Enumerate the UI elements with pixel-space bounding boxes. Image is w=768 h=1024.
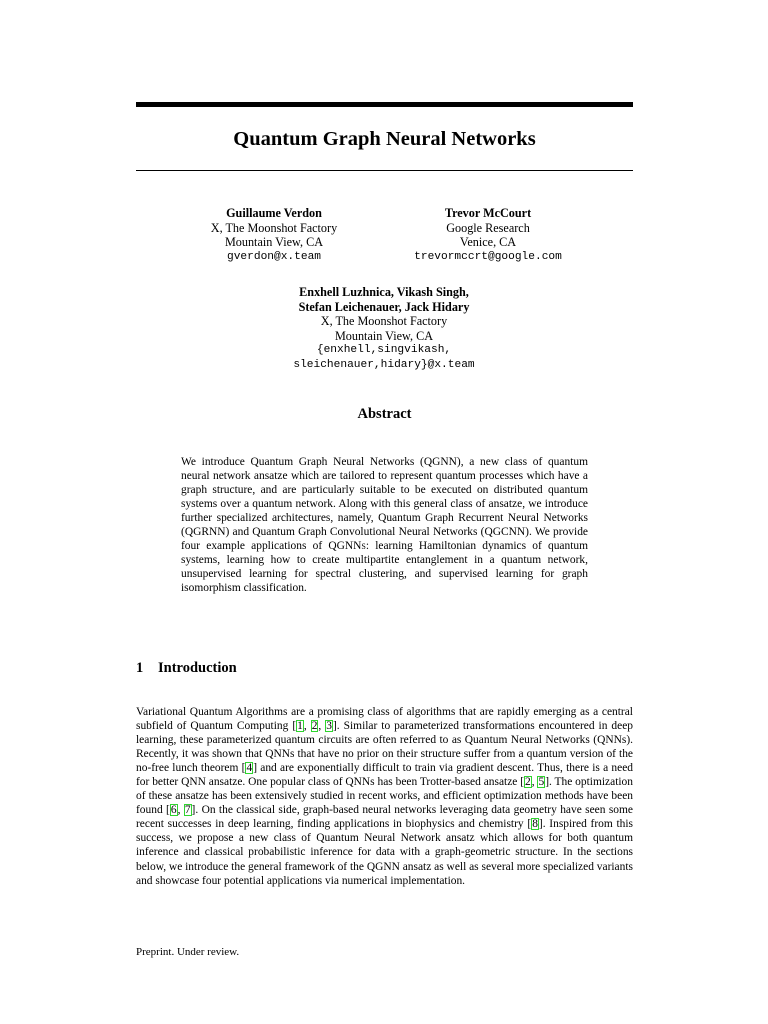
author-name: Trevor McCourt [444,206,532,220]
citation-link[interactable]: 1 [297,720,303,733]
author-block-group [264,285,504,373]
author-names-line1: Enxhell Luzhnica, Vikash Singh, [299,285,469,299]
citation-link[interactable]: 4 [246,762,253,775]
citation-link[interactable]: 2 [311,720,318,733]
section-number: 1 [136,660,144,676]
citation-link[interactable]: 7 [184,804,191,817]
author-block-mccourt [397,206,579,264]
author-names-line2: Stefan Leichenauer, Jack Hidary [298,299,470,314]
author-location: Mountain View, CA [224,235,324,250]
title-top-rule [136,102,633,107]
citation-link[interactable]: 8 [532,818,538,831]
acronym-qgrnn: QGRNN [184,526,226,538]
acronym-qgnns: QGNNs [328,540,366,552]
section-heading-introduction [136,659,633,677]
author-affiliation: X, The Moonshot Factory [320,314,448,329]
abstract-text: We introduce Quantum Graph Neural Networks (QGNN), a new class of quantum neural network ansatze which are tailored to represent quantum processes which have a graph structure, and are particularly suitable to be executed on distributed quantum systems over a quantum network. Along with this general class of ansatze, we introduce further specialized architectures, namely, Quantum Graph Recurrent Neural Networks (QGRNN) and Quantum Graph Convolutional Neural Networks (QGCNN). We provide four example applications of QGNNs: learning Hamiltonian dynamics of quantum systems, learning how to create multipartite entanglement in a quantum network, unsupervised learning for spectral clustering, and supervised learning for graph isomorphism classification. [181,456,588,594]
section-title: Introduction [158,660,237,676]
title-bottom-rule [136,170,633,171]
abstract-heading: Abstract [357,406,412,422]
author-block-verdon [183,206,365,264]
author-name: Guillaume Verdon [226,206,322,220]
acronym-qgnn: QGNN [423,456,457,468]
author-email-line2: sleichenauer,hidary}@x.team [293,358,475,371]
paper-title: Quantum Graph Neural Networks [233,128,536,150]
footer-note: Preprint. Under review. [136,946,240,958]
acronym-qgcnn: QGCNN [484,526,526,538]
author-affiliation: Google Research [446,220,530,235]
author-email: trevormccrt@google.com [414,250,562,263]
author-location: Mountain View, CA [334,328,434,343]
citation-link[interactable]: 5 [538,776,545,789]
author-email: gverdon@x.team [227,250,321,263]
author-email-line1: {enxhell,singvikash, [316,344,452,357]
introduction-text: Variational Quantum Algorithms are a promising class of algorithms that are rapidly emerging as a central subfield of Quantum Computing [1, 2, 3]. Similar to parameterized transformations encountered in deep learning, these parameterized quantum circuits are often referred to as Quantum Neural Networks (QNNs). Recently, it was shown that QNNs that have no prior on their structure suffer from a quantum version of the no-free lunch theorem [4] and are exponentially difficult to train via gradient descent. Thus, there is a need for better QNN ansatze. One popular class of QNNs has been Trotter-based ansatze [2, 5]. The optimization of these ansatze has been extensively studied in recent works, and efficient optimization methods have been found [6, 7]. On the classical side, graph-based neural networks leveraging data geometry have seen some recent successes in deep learning, finding applications in biophysics and chemistry [8]. Inspired from this success, we propose a new class of Quantum Neural Network ansatz which allows for both quantum inference and classical probabilistic inference for data with a graph-geometric structure. In the sections below, we introduce the general framework of the QGNN ansatz as well as several more specialized variants and showcase four potential applications via numerical implementation. [136,706,634,887]
author-affiliation: X, The Moonshot Factory [210,220,338,235]
acronym-qgnn: QGNN [366,860,400,873]
author-location: Venice, CA [459,235,517,250]
citation-link[interactable]: 6 [170,804,177,817]
citation-link[interactable]: 2 [525,776,531,789]
citation-link[interactable]: 3 [326,720,332,733]
